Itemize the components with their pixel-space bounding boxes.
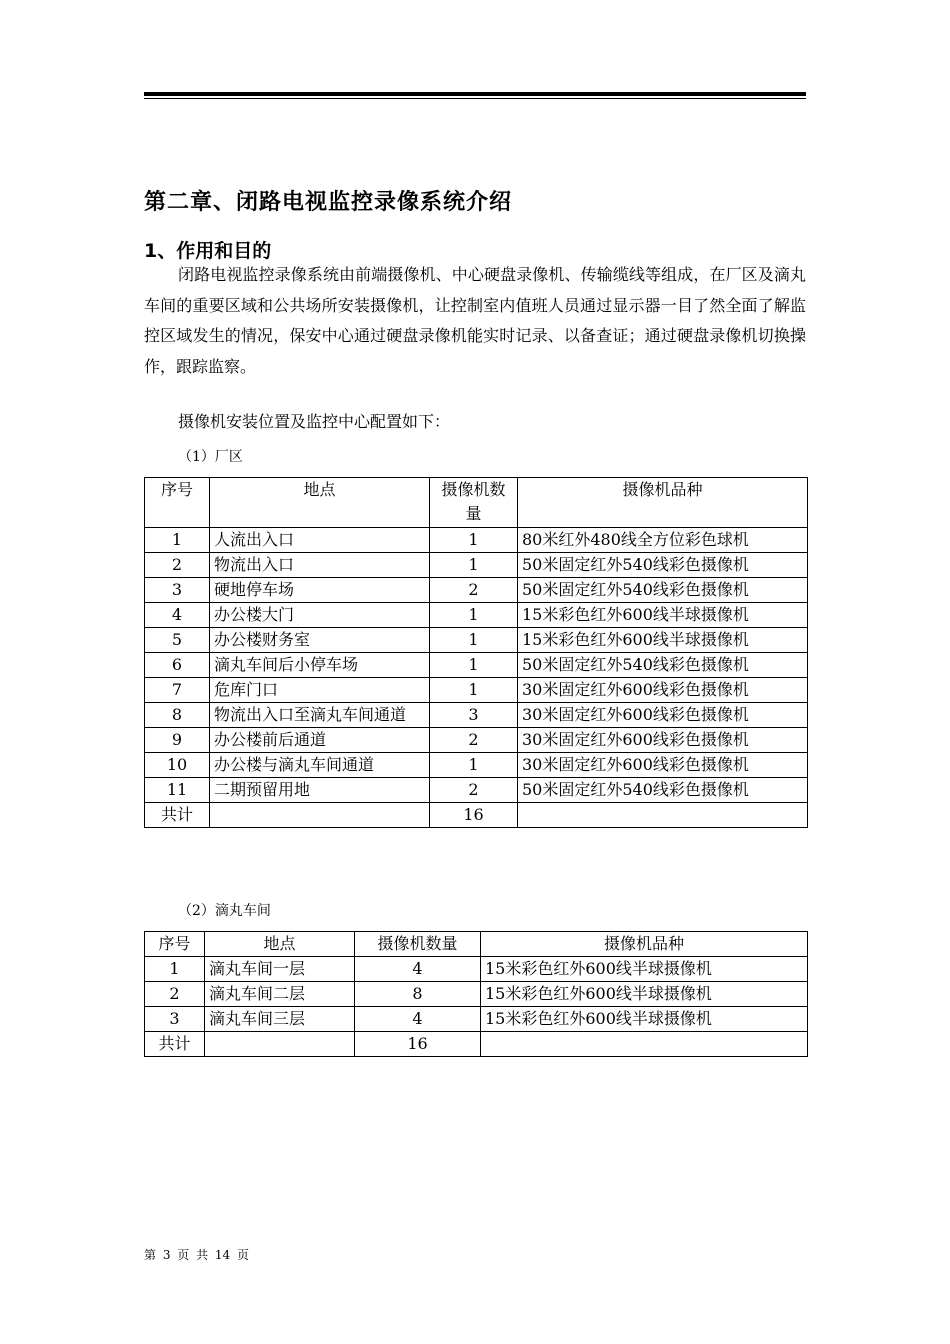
cell-count: 2	[430, 778, 518, 803]
cell-type: 30米固定红外600线彩色摄像机	[518, 753, 808, 778]
cell-location: 办公楼大门	[210, 603, 430, 628]
workshop-camera-table	[144, 931, 808, 1057]
total-empty-cell	[210, 803, 430, 828]
cell-type: 30米固定红外600线彩色摄像机	[518, 703, 808, 728]
cell-location: 滴丸车间一层	[205, 957, 355, 982]
header-count: 摄像机数量	[430, 478, 518, 528]
cell-no: 3	[145, 578, 210, 603]
page-footer: 第 3 页 共 14 页	[144, 1248, 249, 1262]
cell-type: 50米固定红外540线彩色摄像机	[518, 653, 808, 678]
cell-no: 6	[145, 653, 210, 678]
cell-location: 办公楼与滴丸车间通道	[210, 753, 430, 778]
section-title: 1、作用和目的	[144, 240, 272, 262]
cell-type: 30米固定红外600线彩色摄像机	[518, 728, 808, 753]
total-empty-cell	[205, 1032, 355, 1057]
cell-no: 1	[145, 528, 210, 553]
cell-no: 10	[145, 753, 210, 778]
header-rule-thin	[144, 98, 806, 99]
header-count: 摄像机数量	[355, 932, 481, 957]
table-row	[145, 603, 808, 628]
table-row	[145, 553, 808, 578]
cell-count: 1	[430, 553, 518, 578]
table-row	[145, 753, 808, 778]
table-header-row	[145, 932, 808, 957]
cell-type: 50米固定红外540线彩色摄像机	[518, 778, 808, 803]
cell-count: 1	[430, 603, 518, 628]
table-row	[145, 957, 808, 982]
total-empty-cell	[481, 1032, 808, 1057]
cell-no: 5	[145, 628, 210, 653]
cell-location: 人流出入口	[210, 528, 430, 553]
cell-count: 1	[430, 628, 518, 653]
cell-location: 物流出入口至滴丸车间通道	[210, 703, 430, 728]
table-row	[145, 982, 808, 1007]
cell-count: 4	[355, 1007, 481, 1032]
header-type: 摄像机品种	[518, 478, 808, 528]
cell-location: 滴丸车间二层	[205, 982, 355, 1007]
table-row	[145, 728, 808, 753]
cell-no: 2	[145, 982, 205, 1007]
cell-location: 办公楼财务室	[210, 628, 430, 653]
body-paragraph: 闭路电视监控录像系统由前端摄像机、中心硬盘录像机、传输缆线等组成，在厂区及滴丸车间的重要区域和公共场所安装摄像机，让控制室内值班人员通过显示器一目了然全面了解监控区域发生的情况，保安中心通过硬盘录像机能实时记录、以备查证；通过硬盘录像机切换操作，跟踪监察。	[144, 265, 806, 376]
total-count: 16	[430, 803, 518, 828]
cell-location: 滴丸车间三层	[205, 1007, 355, 1032]
total-empty-cell	[518, 803, 808, 828]
header-rule-thick	[144, 92, 806, 96]
table-total-row	[145, 803, 808, 828]
cell-type: 30米固定红外600线彩色摄像机	[518, 678, 808, 703]
table1-caption: （1）厂区	[178, 449, 243, 465]
cell-no: 8	[145, 703, 210, 728]
table-row	[145, 528, 808, 553]
cell-location: 危库门口	[210, 678, 430, 703]
cell-count: 2	[430, 728, 518, 753]
cell-count: 1	[430, 528, 518, 553]
table-total-row	[145, 1032, 808, 1057]
cell-count: 3	[430, 703, 518, 728]
table-row	[145, 778, 808, 803]
header-location: 地点	[205, 932, 355, 957]
cell-no: 9	[145, 728, 210, 753]
header-no: 序号	[145, 478, 210, 528]
cell-type: 15米彩色红外600线半球摄像机	[481, 1007, 808, 1032]
header-type: 摄像机品种	[481, 932, 808, 957]
table-row	[145, 578, 808, 603]
cell-count: 8	[355, 982, 481, 1007]
cell-type: 15米彩色红外600线半球摄像机	[481, 957, 808, 982]
cell-no: 1	[145, 957, 205, 982]
cell-type: 15米彩色红外600线半球摄像机	[518, 628, 808, 653]
total-label: 共计	[145, 1032, 205, 1057]
total-count: 16	[355, 1032, 481, 1057]
table-row	[145, 703, 808, 728]
cell-no: 11	[145, 778, 210, 803]
total-label: 共计	[145, 803, 210, 828]
cell-no: 3	[145, 1007, 205, 1032]
cell-type: 15米彩色红外600线半球摄像机	[481, 982, 808, 1007]
table-row	[145, 628, 808, 653]
cell-type: 50米固定红外540线彩色摄像机	[518, 578, 808, 603]
cell-count: 1	[430, 753, 518, 778]
cell-count: 1	[430, 653, 518, 678]
table-row	[145, 678, 808, 703]
table-header-row	[145, 478, 808, 528]
intro-line: 摄像机安装位置及监控中心配置如下：	[178, 412, 451, 431]
cell-no: 7	[145, 678, 210, 703]
cell-no: 2	[145, 553, 210, 578]
cell-location: 二期预留用地	[210, 778, 430, 803]
chapter-title: 第二章、闭路电视监控录像系统介绍	[144, 190, 513, 215]
cell-count: 2	[430, 578, 518, 603]
header-location: 地点	[210, 478, 430, 528]
factory-camera-table	[144, 477, 808, 828]
cell-count: 1	[430, 678, 518, 703]
table-row	[145, 653, 808, 678]
header-no: 序号	[145, 932, 205, 957]
cell-type: 50米固定红外540线彩色摄像机	[518, 553, 808, 578]
cell-location: 滴丸车间后小停车场	[210, 653, 430, 678]
cell-type: 80米红外480线全方位彩色球机	[518, 528, 808, 553]
cell-location: 办公楼前后通道	[210, 728, 430, 753]
cell-no: 4	[145, 603, 210, 628]
table-row	[145, 1007, 808, 1032]
cell-count: 4	[355, 957, 481, 982]
cell-type: 15米彩色红外600线半球摄像机	[518, 603, 808, 628]
table2-caption: （2）滴丸车间	[178, 903, 271, 919]
cell-location: 硬地停车场	[210, 578, 430, 603]
cell-location: 物流出入口	[210, 553, 430, 578]
